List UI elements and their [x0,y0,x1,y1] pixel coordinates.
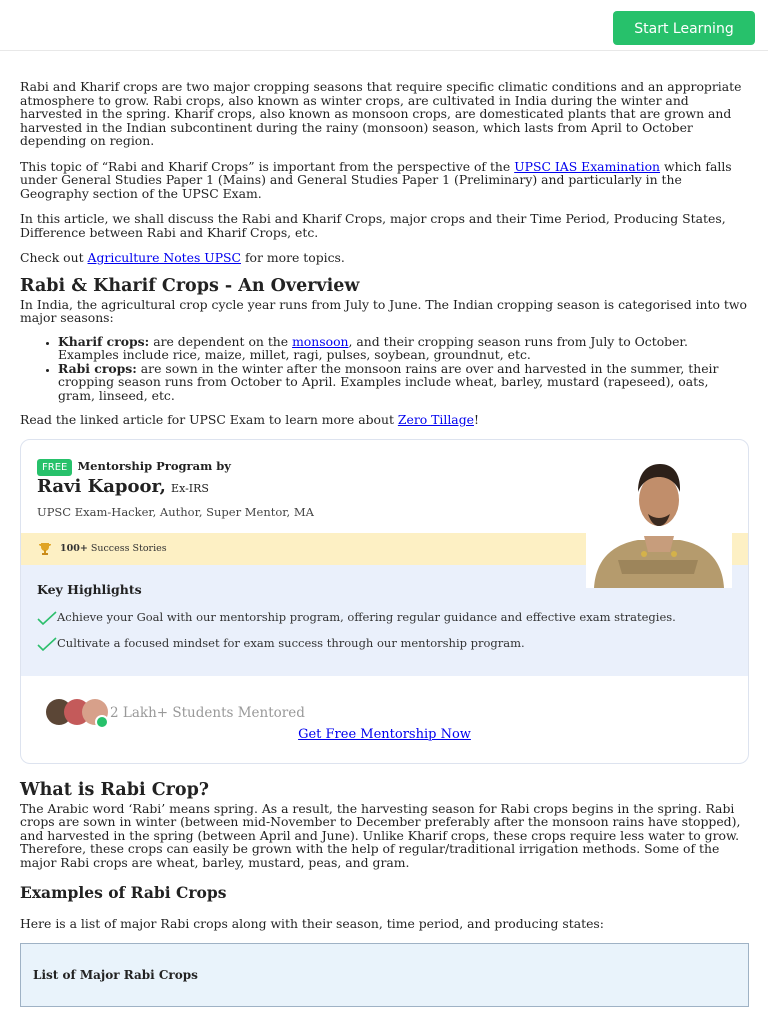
mentor-ex-title: Ex-IRS [171,481,209,495]
highlight-item: Achieve your Goal with our mentorship program, offering regular guidance and effective exam strategies. [37,610,676,625]
intro-paragraph-4: Check out Agriculture Notes UPSC for more topics. [20,250,345,265]
cta-wrapper [21,727,748,742]
students-mentored-text: 2 Lakh+ Students Mentored [110,704,305,721]
agriculture-notes-link[interactable]: Agriculture Notes UPSC [87,250,242,265]
read-more-paragraph: Read the linked article for UPSC Exam to learn more about Zero Tillage! [20,412,479,427]
key-highlights-title: Key Highlights [37,581,142,597]
rabi-crop-paragraph: The Arabic word ‘Rabi’ means spring. As a result, the harvesting season for Rabi crops begins in the spring. Rabi crops are sown in winter (between mid-November to December preferably after the monsoon rains have stopped), and harvested in the spring (between April and June). Unlike Kharif crops, these crops require less water to grow. Therefore, these crops can easily be grown with the help of regular/traditional irrigation methods. Some of the major Rabi crops are wheat, barley, mustard, peas, and gram. [20,800,741,870]
start-learning-button[interactable]: Start Learning [613,11,755,45]
rabi-examples-heading: Examples of Rabi Crops [20,883,227,902]
overview-paragraph: In India, the agricultural crop cycle year runs from July to June. The Indian cropping season is categorised into two major seasons: [20,296,747,325]
get-free-mentorship-link[interactable]: Get Free Mentorship Now [298,726,471,742]
top-bar [0,0,768,51]
mentor-name: Ravi Kapoor, [37,475,166,497]
list-item-kharif: • Kharif crops: are dependent on the monsoon, and their cropping season runs from July to October. Examples include rice, maize, millet, ragi, pulses, soybean, groundnut, etc. [58,335,748,362]
intro-paragraph-2: This topic of “Rabi and Kharif Crops” is important from the perspective of the UPSC IAS Examination which falls under General Studies Paper 1 (Mains) and General Studies Paper 1 (Preliminary) and particularly in the Geography section of the UPSC Exam. [20,158,732,201]
mentorship-program-label: Mentorship Program by [77,458,231,473]
check-icon [37,637,57,651]
rabi-crop-heading: What is Rabi Crop? [20,779,210,800]
free-badge: FREE [37,459,72,476]
list-item-rabi: • Rabi crops: are sown in the winter after the monsoon rains are over and harvested in the summer, their cropping season runs from October to April. Examples include wheat, barley, mustard (rapeseed), oats, gram, linseed, etc. [58,362,748,403]
mentorship-title-row [37,455,231,476]
mentorship-footer [21,676,748,763]
highlight-item: Cultivate a focused mindset for exam success through our mentorship program. [37,636,525,651]
rabi-crops-table-header [20,943,749,1007]
success-stories-text: 100+ Success Stories [60,542,167,554]
mentor-role: UPSC Exam-Hacker, Author, Super Mentor, MA [37,504,314,519]
mentor-photo [586,448,732,588]
monsoon-link[interactable]: monsoon [292,333,349,349]
overview-heading: Rabi & Kharif Crops - An Overview [20,275,360,296]
zero-tillage-link[interactable]: Zero Tillage [397,412,474,427]
mentor-name-row [37,476,209,497]
article-content [20,80,748,1007]
trophy-icon [37,541,53,557]
check-icon [37,611,57,625]
upsc-ias-exam-link[interactable]: UPSC IAS Examination [514,158,661,174]
rabi-examples-paragraph: Here is a list of major Rabi crops along with their season, time period, and producing states: [20,916,604,931]
student-avatars-icon [45,698,115,728]
mentorship-card [20,439,749,764]
season-list [20,335,748,403]
table-title: List of Major Rabi Crops [33,967,198,982]
intro-paragraph-3: In this article, we shall discuss the Rabi and Kharif Crops, major crops and their Time Period, Producing States, Difference between Rabi and Kharif Crops, etc. [20,211,726,240]
intro-paragraph-1: Rabi and Kharif crops are two major cropping seasons that require specific climatic conditions and an appropriate atmosphere to grow. Rabi crops, also known as winter crops, are cultivated in India during the winter and harvested in the spring. Kharif crops, also known as monsoon crops, are domesticated plants that are grown and harvested in the Indian subcontinent during the rainy (monsoon) season, which lasts from April to October depending on region. [20,79,742,148]
